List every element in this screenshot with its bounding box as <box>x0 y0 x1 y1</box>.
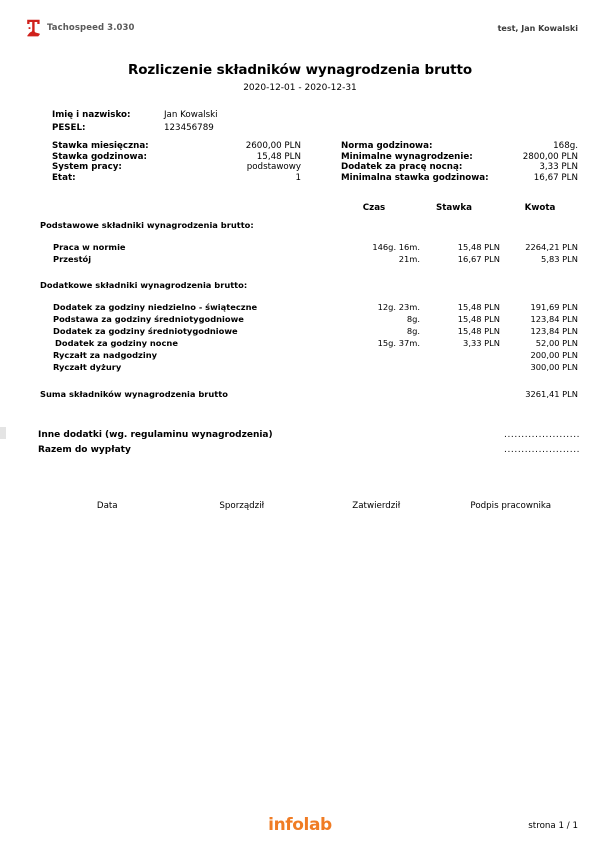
table-row <box>40 313 578 325</box>
signature-row <box>40 501 578 511</box>
table-row <box>40 325 578 337</box>
rate-row-nightbonus <box>341 162 578 173</box>
section-rows-additional <box>40 301 578 373</box>
row-name: Podstawa za godziny średniotygodniowe <box>53 314 244 324</box>
extras-label-other: Inne dodatki (wg. regulaminu wynagrodzenia) <box>38 430 273 440</box>
rate-label-minhourly: Minimalna stawka godzinowa: <box>341 172 489 183</box>
row-time: 21m. <box>398 254 420 264</box>
table-column-headers <box>40 203 578 215</box>
extras-row-other <box>38 428 581 443</box>
column-header-amount: Kwota <box>524 203 556 213</box>
section-label-basic: Podstawowe składniki wynagrodzenia brutto: <box>40 220 254 230</box>
rate-value-norm: 168g. <box>553 141 578 151</box>
section-label-additional: Dodatkowe składniki wynagrodzenia brutto: <box>40 280 248 290</box>
rate-label-nightbonus: Dodatek za pracę nocną: <box>341 162 463 172</box>
brand <box>26 19 135 37</box>
section-rows-basic <box>40 241 578 265</box>
row-time: 15g. 37m. <box>377 338 420 348</box>
rate-row-worksystem <box>52 162 301 173</box>
rate-value-etat: 1 <box>295 172 301 183</box>
table-row <box>40 253 578 265</box>
rate-label-minwage: Minimalne wynagrodzenie: <box>341 151 473 162</box>
column-header-rate: Stawka <box>436 203 472 213</box>
row-amount: 52,00 PLN <box>535 338 578 348</box>
row-rate: 3,33 PLN <box>463 338 500 348</box>
extras-label-total: Razem do wypłaty <box>38 445 131 455</box>
signature-label-prepared-by: Sporządził <box>219 501 265 511</box>
row-name: Praca w normie <box>53 242 126 252</box>
page-edge-mark <box>0 427 6 439</box>
signature-label-approved-by: Zatwierdził <box>352 501 401 511</box>
rate-row-hourly <box>52 152 301 163</box>
table-row <box>40 361 578 373</box>
extras-block <box>38 428 581 458</box>
row-amount: 191,69 PLN <box>530 302 578 312</box>
row-name: Dodatek za godziny niedzielno - świąteczne <box>53 302 258 312</box>
period-range: 2020-12-01 - 2020-12-31 <box>243 83 357 93</box>
rate-value-nightbonus: 3,33 PLN <box>539 162 578 172</box>
column-header-time: Czas <box>362 203 386 213</box>
row-rate: 15,48 PLN <box>457 326 500 336</box>
extras-fill-total: ...................... <box>504 445 581 455</box>
rates-left-block <box>52 141 301 183</box>
identity-label-pesel: PESEL: <box>52 123 86 133</box>
rate-label-norm: Norma godzinowa: <box>341 141 433 151</box>
row-rate: 15,48 PLN <box>457 302 500 312</box>
page-title: Rozliczenie składników wynagrodzenia brutto <box>127 62 473 78</box>
tachospeed-logo-icon <box>26 19 41 37</box>
sum-row <box>40 388 578 400</box>
footer-page-info: strona 1 / 1 <box>528 821 578 831</box>
extras-fill-other: ...................... <box>504 430 581 440</box>
row-time: 146g. 16m. <box>372 242 420 252</box>
rate-label-worksystem: System pracy: <box>52 162 122 172</box>
rate-value-hourly: 15,48 PLN <box>256 151 301 162</box>
rate-value-monthly: 2600,00 PLN <box>245 141 301 151</box>
row-name: Przestój <box>53 254 92 264</box>
rate-row-minhourly <box>341 173 578 184</box>
document-header <box>26 17 578 39</box>
rate-row-minwage <box>341 152 578 163</box>
row-name: Dodatek za godziny średniotygodniowe <box>53 326 238 336</box>
row-amount: 5,83 PLN <box>541 254 578 264</box>
signature-label-employee: Podpis pracownika <box>470 501 552 511</box>
rate-row-norm <box>341 141 578 152</box>
row-amount: 2264,21 PLN <box>525 242 578 252</box>
rate-value-minhourly: 16,67 PLN <box>533 172 578 183</box>
row-rate: 15,48 PLN <box>457 242 500 252</box>
rate-label-monthly: Stawka miesięczna: <box>52 141 149 151</box>
row-time: 12g. 23m. <box>377 302 420 312</box>
table-row <box>40 241 578 253</box>
footer-logo: infolab <box>268 815 332 835</box>
rate-row-monthly <box>52 141 301 152</box>
table-row <box>40 301 578 313</box>
rate-value-worksystem: podstawowy <box>246 162 301 172</box>
row-rate: 15,48 PLN <box>457 314 500 324</box>
row-name: Dodatek za godziny nocne <box>55 338 178 348</box>
identity-value-pesel: 123456789 <box>164 123 214 133</box>
row-amount: 123,84 PLN <box>530 314 578 324</box>
row-amount: 123,84 PLN <box>530 326 578 336</box>
row-amount: 200,00 PLN <box>530 350 578 360</box>
header-user-label: test, Jan Kowalski <box>497 23 578 33</box>
identity-row-pesel <box>52 122 302 135</box>
rate-value-minwage: 2800,00 PLN <box>522 151 578 162</box>
row-time: 8g. <box>406 314 420 324</box>
row-rate: 16,67 PLN <box>457 254 500 264</box>
identity-block <box>52 109 302 135</box>
signature-label-date: Data <box>96 501 118 511</box>
row-time: 8g. <box>406 326 420 336</box>
table-row <box>40 337 578 349</box>
identity-label-name: Imię i nazwisko: <box>52 110 131 120</box>
rate-label-hourly: Stawka godzinowa: <box>52 151 147 162</box>
identity-row-name <box>52 109 302 122</box>
identity-value-name: Jan Kowalski <box>164 110 218 120</box>
brand-name: Tachospeed 3.030 <box>47 23 135 33</box>
table-row <box>40 349 578 361</box>
row-name: Ryczałt dyżury <box>53 362 122 372</box>
sum-amount: 3261,41 PLN <box>525 389 578 399</box>
rate-row-etat <box>52 173 301 184</box>
row-name: Ryczałt za nadgodziny <box>53 350 158 360</box>
row-amount: 300,00 PLN <box>530 362 578 372</box>
rates-right-block <box>341 141 578 183</box>
extras-row-total <box>38 443 581 458</box>
rate-label-etat: Etat: <box>52 172 76 183</box>
sum-label: Suma składników wynagrodzenia brutto <box>40 389 228 399</box>
